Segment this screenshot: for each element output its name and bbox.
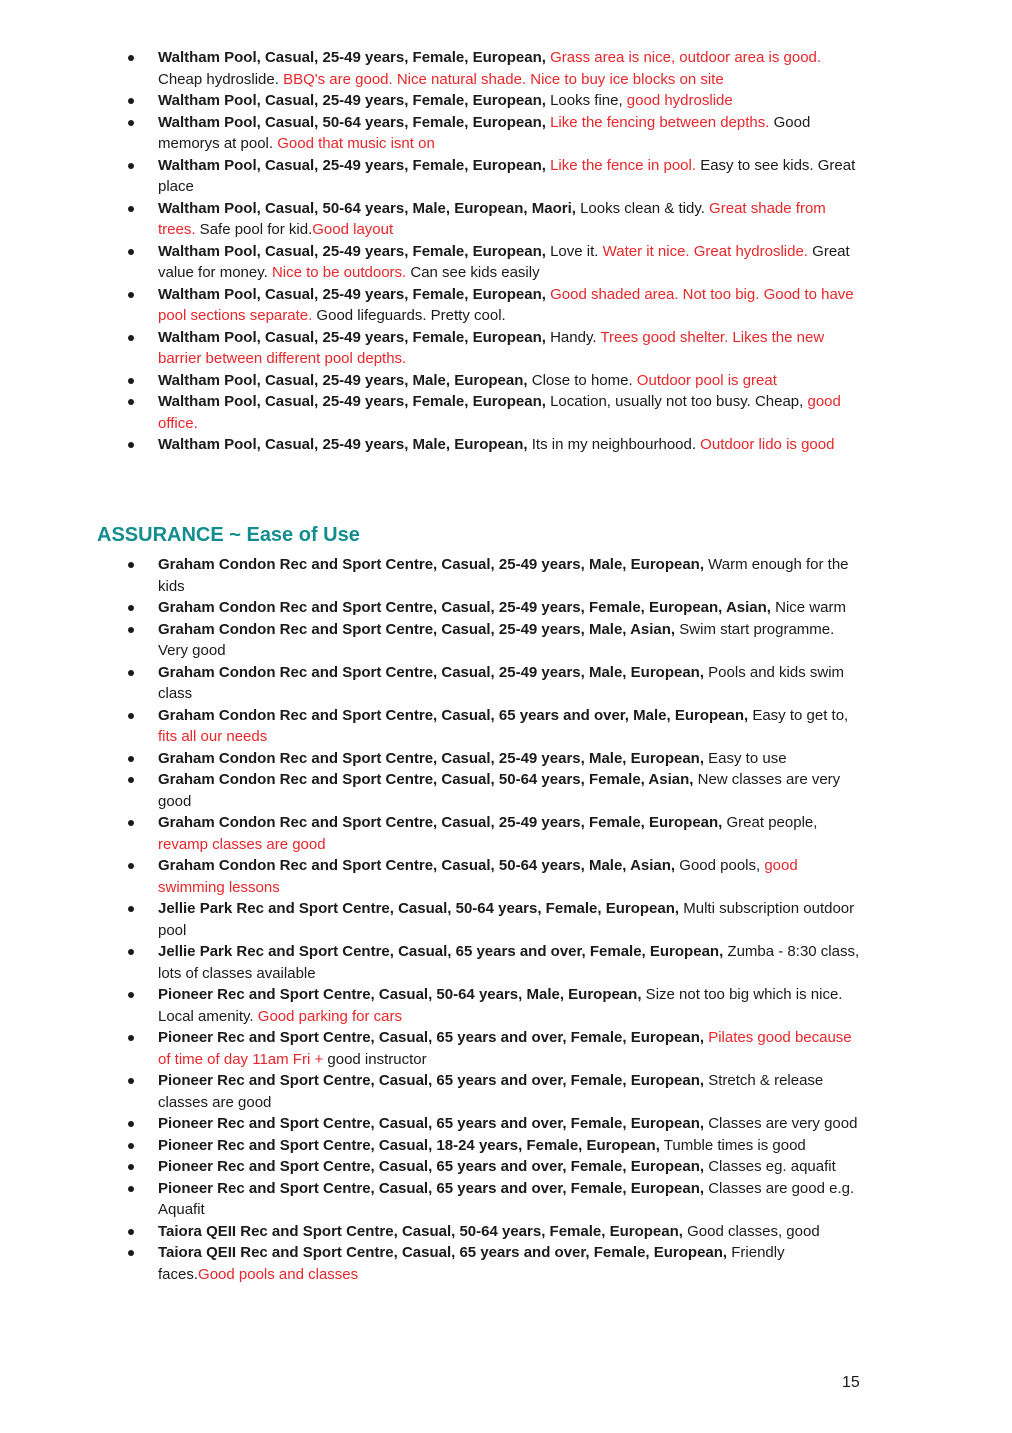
highlighted-comment: Trees good shelter. Likes the new barrier between different pool depths. (158, 328, 825, 367)
list-item (158, 1113, 864, 1135)
respondent-label: Waltham Pool, Casual, 25-49 years, Female, European, (158, 49, 546, 66)
list-item (158, 597, 864, 619)
list-item (158, 855, 864, 898)
comment-text: Looks fine, (545, 92, 623, 109)
respondent-label: Graham Condon Rec and Sport Centre, Casual, 25-49 years, Male, European, (158, 749, 704, 767)
list-item (158, 554, 864, 597)
respondent-label: Graham Condon Rec and Sport Centre, Casual, 50-64 years, Female, Asian, (158, 771, 694, 788)
respondent-label: Graham Condon Rec and Sport Centre, Casual, 25-49 years, Male, European, (158, 556, 704, 573)
comment-text: Friendly faces. (158, 1244, 785, 1283)
respondent-label: Waltham Pool, Casual, 25-49 years, Female, European, (158, 285, 546, 303)
comment-text: Warm enough for the kids (158, 556, 849, 595)
respondent-label: Pioneer Rec and Sport Centre, Casual, 65 years and over, Female, European, (158, 1115, 705, 1132)
comment-text: Good classes, good (682, 1222, 820, 1240)
list-item (158, 662, 864, 705)
comment-text: Easy to get to, (748, 706, 849, 724)
highlighted-comment: Pilates good because of time of day 11am Fri + (158, 1029, 852, 1068)
comment-text: Size not too big which is nice. Local amenity. (158, 986, 843, 1025)
respondent-label: Pioneer Rec and Sport Centre, Casual, 65 years and over, Female, European, (158, 1179, 705, 1197)
respondent-label: Pioneer Rec and Sport Centre, Casual, 65 years and over, Female, European, (158, 1158, 705, 1175)
respondent-label: Graham Condon Rec and Sport Centre, Casual, 25-49 years, Female, European, Asian, (158, 599, 771, 616)
list-item (158, 748, 864, 770)
comment-text: Great people, (722, 814, 818, 831)
list-item (158, 941, 864, 984)
section-heading: ASSURANCE ~ Ease of Use (97, 524, 360, 546)
list-item (158, 90, 864, 112)
respondent-label: Waltham Pool, Casual, 25-49 years, Female, European, (158, 242, 546, 260)
respondent-label: Waltham Pool, Casual, 25-49 years, Male, European, (158, 436, 528, 453)
list-item (158, 1156, 864, 1178)
highlighted-comment: good office. (158, 393, 841, 432)
highlighted-comment: Good pools and classes (198, 1265, 359, 1283)
respondent-label: Graham Condon Rec and Sport Centre, Casual, 25-49 years, Male, European, (158, 663, 704, 681)
comment-text: Zumba - 8:30 class, lots of classes available (158, 943, 860, 982)
comment-text: Multi subscription outdoor pool (158, 900, 855, 939)
respondent-label: Waltham Pool, Casual, 25-49 years, Female, European, (158, 92, 546, 109)
feedback-list-assurance (158, 554, 864, 1285)
respondent-label: Jellie Park Rec and Sport Centre, Casual, 50-64 years, Female, European, (158, 900, 680, 917)
highlighted-comment: Outdoor lido is good (696, 436, 835, 453)
comment-text: Easy to see kids. Great place (158, 156, 856, 195)
highlighted-comment: Good that music isnt on (273, 135, 435, 152)
comment-text: Swim start programme. Very good (158, 620, 835, 659)
comment-text: Nice warm (770, 599, 846, 616)
list-item (158, 284, 864, 327)
highlighted-comment: fits all our needs (158, 728, 268, 745)
respondent-label: Graham Condon Rec and Sport Centre, Casual, 25-49 years, Male, Asian, (158, 620, 676, 638)
list-item (158, 769, 864, 812)
highlighted-comment: Good parking for cars (253, 1007, 403, 1025)
feedback-list-top (158, 47, 864, 456)
comment-text: Location, usually not too busy. Cheap, (545, 393, 804, 410)
respondent-label: Pioneer Rec and Sport Centre, Casual, 65 years and over, Female, European, (158, 1029, 705, 1046)
list-item (158, 984, 864, 1027)
respondent-label: Pioneer Rec and Sport Centre, Casual, 65 years and over, Female, European, (158, 1072, 705, 1089)
list-item (158, 112, 864, 155)
list-item (158, 327, 864, 370)
respondent-label: Waltham Pool, Casual, 25-49 years, Male, European, (158, 371, 528, 389)
comment-text: Great value for money. (158, 242, 850, 281)
comment-text: Good pools, (675, 857, 761, 874)
respondent-label: Graham Condon Rec and Sport Centre, Casual, 65 years and over, Male, European, (158, 706, 749, 724)
highlighted-comment: Good layout (312, 221, 394, 238)
list-item (158, 1135, 864, 1157)
comment-text: Cheap hydroslide. (158, 70, 279, 88)
highlighted-comment: Like the fence in pool. (545, 156, 697, 174)
list-item (158, 434, 864, 456)
highlighted-comment: Water it nice. Great hydroslide. (598, 242, 808, 260)
highlighted-comment: good swimming lessons (158, 857, 798, 896)
respondent-label: Pioneer Rec and Sport Centre, Casual, 18-24 years, Female, European, (158, 1136, 660, 1154)
comment-text: Classes eg. aquafit (704, 1158, 836, 1175)
respondent-label: Pioneer Rec and Sport Centre, Casual, 50-64 years, Male, European, (158, 986, 642, 1003)
list-item (158, 1027, 864, 1070)
respondent-label: Taiora QEII Rec and Sport Centre, Casual, 50-64 years, Female, European, (158, 1222, 683, 1240)
list-item (158, 47, 864, 90)
highlighted-comment: BBQ's are good. Nice natural shade. Nice to buy ice blocks on site (278, 70, 724, 88)
list-item (158, 1070, 864, 1113)
respondent-label: Waltham Pool, Casual, 25-49 years, Female, European, (158, 328, 546, 346)
list-item (158, 812, 864, 855)
comment-text: Love it. (545, 242, 599, 260)
respondent-label: Jellie Park Rec and Sport Centre, Casual, 65 years and over, Female, European, (158, 943, 724, 960)
highlighted-comment: Outdoor pool is great (632, 371, 777, 389)
respondent-label: Waltham Pool, Casual, 50-64 years, Female, European, (158, 113, 546, 131)
list-item (158, 619, 864, 662)
comment-text: Good memorys at pool. (158, 113, 811, 152)
highlighted-comment: Good shaded area. Not too big. Good to have pool sections separate. (158, 285, 854, 324)
respondent-label: Graham Condon Rec and Sport Centre, Casual, 25-49 years, Female, European, (158, 814, 723, 831)
highlighted-comment: Great shade from trees. (158, 199, 826, 238)
list-item (158, 198, 864, 241)
comment-text: Can see kids easily (406, 264, 540, 281)
list-item (158, 1242, 864, 1285)
comment-text: Its in my neighbourhood. (527, 436, 697, 453)
comment-text: Good lifeguards. Pretty cool. (312, 307, 506, 324)
respondent-label: Graham Condon Rec and Sport Centre, Casual, 50-64 years, Male, Asian, (158, 857, 676, 874)
comment-text: Close to home. (527, 371, 633, 389)
comment-text: Stretch & release classes are good (158, 1072, 824, 1111)
list-item (158, 155, 864, 198)
list-item (158, 241, 864, 284)
comment-text: New classes are very good (158, 771, 841, 810)
highlighted-comment: revamp classes are good (158, 835, 326, 853)
list-item (158, 1221, 864, 1243)
respondent-label: Waltham Pool, Casual, 25-49 years, Female, European, (158, 156, 546, 174)
highlighted-comment: Like the fencing between depths. (545, 113, 770, 131)
list-item (158, 370, 864, 392)
respondent-label: Waltham Pool, Casual, 25-49 years, Female, European, (158, 393, 546, 410)
comment-text: Tumble times is good (659, 1136, 806, 1154)
comment-text: Classes are very good (704, 1115, 858, 1132)
list-item (158, 898, 864, 941)
list-item (158, 1178, 864, 1221)
highlighted-comment: Nice to be outdoors. (267, 264, 407, 281)
comment-text: good instructor (323, 1050, 427, 1068)
comment-text: Looks clean & tidy. (575, 199, 705, 217)
comment-text: Safe pool for kid. (195, 221, 313, 238)
page-number: 15 (842, 1374, 860, 1391)
respondent-label: Waltham Pool, Casual, 50-64 years, Male, European, Maori, (158, 199, 576, 217)
highlighted-comment: Grass area is nice, outdoor area is good. (545, 49, 822, 66)
comment-text: Easy to use (704, 749, 787, 767)
comment-text: Handy. (545, 328, 597, 346)
respondent-label: Taiora QEII Rec and Sport Centre, Casual, 65 years and over, Female, European, (158, 1244, 728, 1261)
comment-text: Pools and kids swim class (158, 663, 845, 702)
comment-text: Classes are good e.g. Aquafit (158, 1179, 855, 1218)
list-item (158, 391, 864, 434)
list-item (158, 705, 864, 748)
highlighted-comment: good hydroslide (622, 92, 733, 109)
